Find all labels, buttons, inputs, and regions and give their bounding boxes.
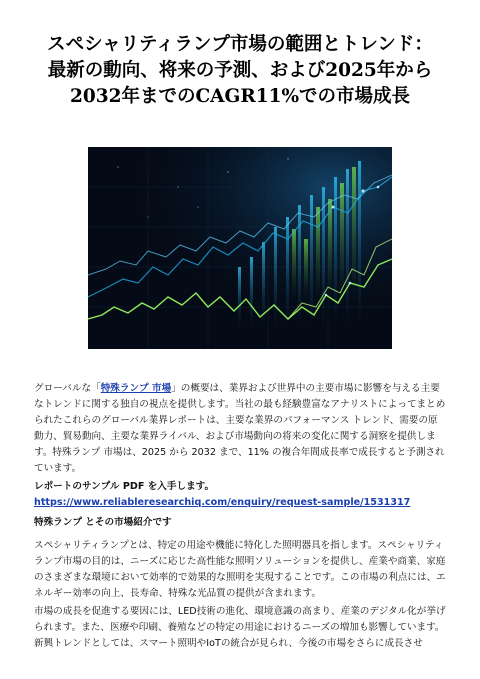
sample-label: レポートのサンプル PDF を入手します。 (34, 481, 215, 492)
sample-request-link[interactable]: https://www.reliableresearchiq.com/enquiry/request-sample/1531317 (34, 497, 411, 508)
sample-request-paragraph (34, 479, 446, 511)
section-heading: 特殊ランプ とその市場紹介です (34, 517, 172, 528)
hero-image-financial-chart (88, 147, 392, 349)
growth-factors-paragraph: 市場の成長を促進する要因には、LED技術の進化、環境意識の高まり、産業のデジタル化が挙げられます。また、医療や印刷、養殖などの特定の用途におけるニーズの増加も影響しています。新興トレンドとしては、スマート照明やIoTの統合が見られ、今後の市場をさらに成長させ (34, 606, 446, 649)
market-keyword-link[interactable]: 特殊ランプ 市場 (100, 383, 172, 394)
intro-body: 」の概要は、業界および世界中の主要市場に影響を与える主要なトレンドに関する独自の視点を提供します。当社の最も経験豊富なアナリストによってまとめられたこれらのグローバル業界レポートは、主要な業界のパフォーマンス トレンド、需要の原動力、貿易動向、主要な業界ライバル、および市場動向の将来の変化に関する洞察を提供します。特殊ランプ 市場は、2025 から 2032 まで、11% の複合年間成長率で成長すると予測されています。 (34, 383, 446, 474)
intro-lead: グローバルな「 (34, 383, 101, 394)
title-line-3: 2032年までのCAGR11%での市場成長 (69, 86, 411, 107)
hero-chart-graphic (88, 147, 392, 349)
intro-paragraph (34, 381, 446, 477)
page-title (24, 32, 456, 110)
title-line-1: スペシャリティランプ市場の範囲とトレンド： (47, 34, 433, 55)
description-paragraph: スペシャリティランプとは、特定の用途や機能に特化した照明器具を指します。スペシャリティランプ市場の目的は、ニーズに応じた高性能な照明ソリューションを提供し、産業や商業、家庭のさまざまな環境において効率的で効果的な照明を実現することです。この市場の利点には、エネルギー効率の向上、長寿命、特殊な光品質の提供が含まれます。 (34, 540, 446, 599)
title-line-2: 最新の動向、将来の予測、および2025年から (47, 60, 433, 81)
